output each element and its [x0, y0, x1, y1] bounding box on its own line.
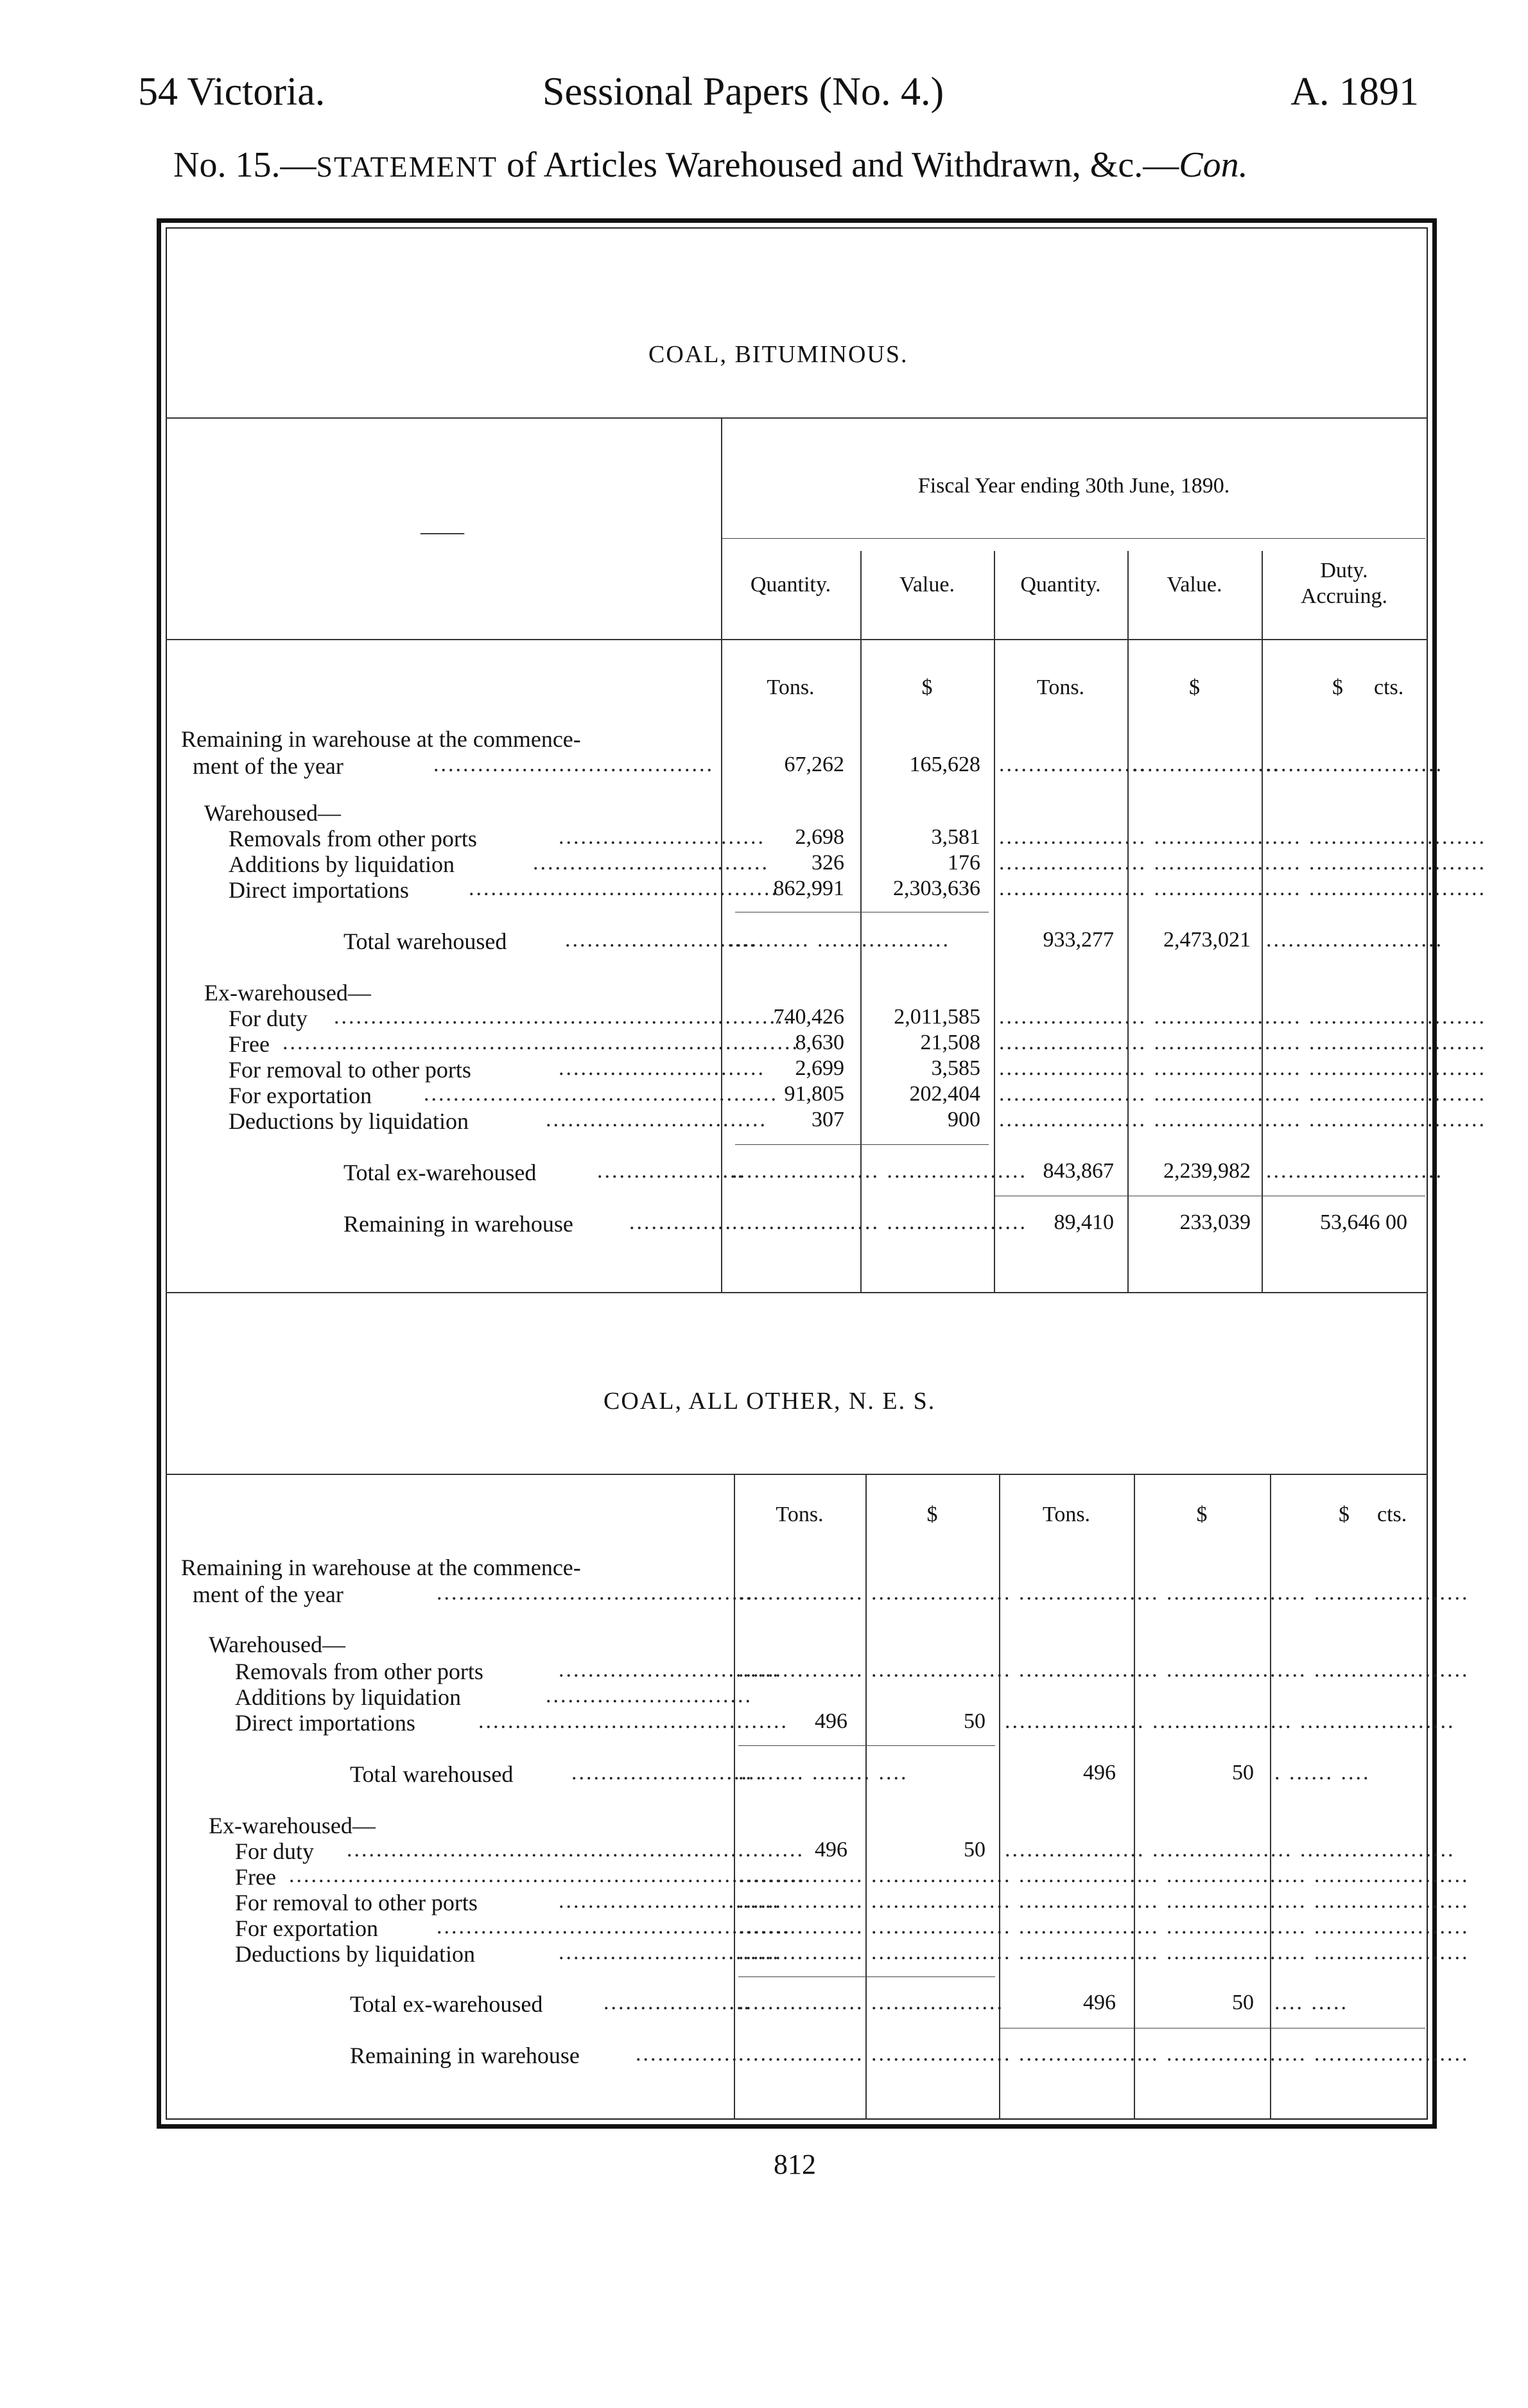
subtitle-rest: of Articles Warehoused and Withdrawn, &c.— [498, 145, 1179, 185]
cell-direct-qty: 862,991 [773, 877, 844, 900]
cell-remaining-value: 165,628 [909, 753, 980, 776]
leader-dots: ................... ................... ..................... [1005, 1709, 1455, 1733]
leader-dots: .......................... [571, 1761, 763, 1784]
leader-dots: .................... [597, 1159, 745, 1183]
leader-dots: .................... .................... ........................ [999, 1031, 1486, 1054]
unit-dollar-3: $ [1332, 676, 1343, 699]
row-label-remaining-l2: ment of the year [193, 753, 343, 779]
header-year: A. 1891 [1290, 70, 1419, 114]
rule [166, 639, 1428, 640]
cell-deductions-value: 900 [948, 1108, 980, 1131]
rule [735, 1144, 989, 1145]
cell-remaining-qty: 67,262 [784, 753, 844, 776]
unit-dollar-1: $ [921, 676, 933, 699]
leader-dots: ................................................ [437, 1915, 791, 1939]
leader-dots: .......................................... [469, 877, 779, 900]
cell-remaining-end-value: 233,039 [1179, 1210, 1251, 1234]
cell-for-duty-qty-b: 496 [815, 1838, 847, 1862]
row-label-removal-b: For removal to other ports [235, 1890, 478, 1915]
col-rule-5 [1262, 551, 1263, 1292]
leader-dots: ................. ................... ................... ................... ..................... [738, 1658, 1470, 1682]
header-session: 54 Victoria. [138, 70, 326, 114]
subtitle-prefix: No. 15.— [173, 145, 317, 185]
leader-dots: ........... .................. [729, 928, 950, 952]
row-label-removal: For removal to other ports [229, 1057, 471, 1083]
rule [166, 417, 1428, 419]
leader-dots: ................. ................... ................... ................... ..................... [738, 1915, 1470, 1939]
leader-dots: .............. [636, 2042, 739, 2066]
fiscal-year-heading: Fiscal Year ending 30th June, 1890. [917, 474, 1230, 498]
row-label-for-duty-b: For duty [235, 1838, 315, 1864]
unit-dollar-2b: $ [1196, 1503, 1208, 1526]
cell-additions-value: 176 [948, 851, 980, 875]
leader-dots: ........................ [1266, 1159, 1443, 1183]
leader-dots: .......................... [565, 928, 757, 952]
leader-dots: ...................................... [433, 753, 714, 776]
leader-dots: ............................ [559, 825, 765, 849]
cell-direct-qty-b: 496 [815, 1709, 847, 1733]
leader-dots: .................... .................... ........................ [999, 1082, 1486, 1106]
rule [738, 1745, 995, 1746]
row-label-remaining-end: Remaining in warehouse [343, 1211, 573, 1237]
leader-dots: . ...... .... [1274, 1761, 1371, 1784]
leader-dots: .................... .................... ........................ [999, 851, 1486, 875]
leader-dots: .................... [1133, 753, 1280, 776]
col-quantity-1: Quantity. [750, 573, 831, 597]
leader-dots: ................................ [533, 851, 769, 875]
row-label-remaining-l2-b: ment of the year [193, 1582, 343, 1607]
leader-dots: ...................................................................... [282, 1031, 799, 1054]
row-label-warehoused-head: Warehoused— [204, 800, 342, 826]
cell-for-duty-qty: 740,426 [773, 1005, 844, 1029]
row-label-exwh-head: Ex-warehoused— [204, 980, 371, 1006]
leader-dots: .................... .................... ........................ [999, 1108, 1486, 1131]
cell-total-ex-value-b: 50 [1232, 1991, 1254, 2014]
row-label-deductions-b: Deductions by liquidation [235, 1941, 475, 1967]
leader-dots: ...................................................................... [289, 1863, 806, 1887]
row-label-removals: Removals from other ports [229, 826, 477, 851]
cell-remaining-end-qty: 89,410 [1054, 1210, 1114, 1234]
leader-dots: ........................ [1266, 928, 1443, 952]
cell-total-ex-qty: 843,867 [1043, 1159, 1114, 1183]
section-title-bituminous: COAL, BITUMINOUS. [648, 341, 908, 368]
leader-dots: ................................................ [424, 1082, 778, 1106]
unit-tons-1: Tons. [767, 676, 815, 699]
row-label-remaining-l1: Remaining in warehouse at the commence- [181, 726, 581, 752]
col-duty: Duty. [1320, 559, 1368, 582]
leader-dots: ................. .................. [738, 1991, 1004, 2014]
cell-total-wh-qty: 933,277 [1043, 928, 1114, 952]
unit-tons-1b: Tons. [776, 1503, 824, 1526]
leader-dots: .................... .................... ........................ [999, 1005, 1486, 1029]
leader-dots: .............................. [559, 1658, 780, 1682]
cell-total-wh-qty-b: 496 [1083, 1761, 1116, 1784]
section-title-all-other: COAL, ALL OTHER, N. E. S. [603, 1388, 936, 1415]
stub-dash: —— [421, 520, 464, 544]
col-rule-1b [734, 1475, 735, 2120]
leader-dots: .............................................................. [334, 1005, 792, 1029]
leader-dots: ................... ................... ..................... [1005, 1838, 1455, 1862]
cell-total-ex-value: 2,239,982 [1163, 1159, 1251, 1183]
cell-total-wh-value: 2,473,021 [1163, 928, 1251, 952]
row-label-additions-b: Additions by liquidation [235, 1684, 462, 1710]
cell-export-qty: 91,805 [784, 1082, 844, 1106]
leader-dots: .............. [629, 1210, 733, 1234]
row-label-exwh-head-b: Ex-warehoused— [209, 1813, 376, 1838]
leader-dots: ........................................... [437, 1581, 754, 1605]
row-label-export-b: For exportation [235, 1915, 378, 1941]
cell-free-value: 21,508 [920, 1031, 980, 1054]
leader-dots: .................... ................... [732, 1159, 1027, 1183]
cell-removals-value: 3,581 [931, 825, 980, 849]
row-label-direct: Direct importations [229, 877, 409, 903]
row-label-total-exwh-b: Total ex-warehoused [350, 1991, 543, 2017]
row-label-additions: Additions by liquidation [229, 851, 455, 877]
cell-deductions-qty: 307 [812, 1108, 844, 1131]
leader-dots: ................. ................... ................... ................... ..................... [738, 2042, 1470, 2066]
row-label-export: For exportation [229, 1083, 372, 1108]
row-label-remaining-l1-b: Remaining in warehouse at the commence- [181, 1555, 581, 1580]
cell-for-duty-value: 2,011,585 [894, 1005, 980, 1029]
cell-total-wh-value-b: 50 [1232, 1761, 1254, 1784]
subtitle-statement: STATEMENT [316, 150, 498, 183]
col-value-1: Value. [899, 573, 955, 597]
cell-removal-qty: 2,699 [795, 1056, 844, 1080]
cell-for-duty-value-b: 50 [964, 1838, 985, 1862]
leader-dots: .................... .................... ........................ [999, 877, 1486, 900]
col-rule-5b [1270, 1475, 1271, 2120]
cell-additions-qty: 326 [812, 851, 844, 875]
row-label-total-warehoused-b: Total warehoused [350, 1761, 514, 1787]
leader-dots: ................. ................... ................... ................... ..................... [738, 1889, 1470, 1913]
leader-dots: .............................................................. [347, 1838, 804, 1862]
leader-dots: .................... [603, 1991, 751, 2014]
leader-dots: ................. ................... ................... ................... ..................... [738, 1581, 1470, 1605]
col-value-2: Value. [1167, 573, 1222, 597]
cell-direct-value-b: 50 [964, 1709, 985, 1733]
row-label-deductions: Deductions by liquidation [229, 1108, 469, 1134]
leader-dots: .......................................... [478, 1709, 788, 1733]
cell-removals-qty: 2,698 [795, 825, 844, 849]
subtitle-con: Con. [1179, 145, 1248, 185]
col-duty-accruing: Accruing. [1300, 584, 1387, 608]
cell-free-qty: 8,630 [795, 1031, 844, 1054]
row-label-total-warehoused: Total warehoused [343, 929, 507, 954]
row-label-free-b: Free [235, 1864, 276, 1890]
unit-dollar-2: $ [1189, 676, 1200, 699]
row-label-remaining-end-b: Remaining in warehouse [350, 2043, 580, 2068]
leader-dots: .............................. [546, 1108, 767, 1131]
leader-dots: ........................ [1266, 753, 1443, 776]
cell-removal-value: 3,585 [931, 1056, 980, 1080]
unit-tons-2b: Tons. [1042, 1503, 1091, 1526]
table-subtitle [173, 144, 1248, 186]
rule [738, 1976, 995, 1977]
leader-dots: .................... ................... [732, 1210, 1027, 1234]
unit-dollar-3b: $ [1339, 1503, 1350, 1526]
cell-export-value: 202,404 [909, 1082, 980, 1106]
row-label-for-duty: For duty [229, 1006, 308, 1031]
rule [166, 1474, 1428, 1475]
unit-cts: cts. [1374, 676, 1404, 699]
col-rule-3b [999, 1475, 1000, 2120]
row-label-warehoused-head-b: Warehoused— [209, 1632, 346, 1657]
leader-dots: ............................ [546, 1684, 752, 1707]
cell-direct-value: 2,303,636 [893, 877, 980, 900]
leader-dots: .............................. [559, 1941, 780, 1964]
cell-remaining-end-duty: 53,646 00 [1320, 1210, 1407, 1234]
leader-dots: .................... .................... ........................ [999, 1056, 1486, 1080]
unit-ctsb: cts. [1377, 1503, 1407, 1526]
leader-dots: .... ..... [1274, 1991, 1348, 2014]
leader-dots: .................... .................... ........................ [999, 825, 1486, 849]
row-label-direct-b: Direct importations [235, 1710, 415, 1736]
col-rule-2b [865, 1475, 867, 2120]
leader-dots: .................... [999, 753, 1147, 776]
unit-dollar-1b: $ [926, 1503, 938, 1526]
header-title: Sessional Papers (No. 4.) [543, 70, 944, 114]
leader-dots: ................. ................... ................... ................... ..................... [738, 1863, 1470, 1887]
rule [166, 1292, 1428, 1293]
row-label-free: Free [229, 1031, 270, 1057]
cell-total-ex-qty-b: 496 [1083, 1991, 1116, 2014]
leader-dots: ................. ................... ................... ................... ..................... [738, 1941, 1470, 1964]
leader-dots: .. ...... ........ .... [738, 1761, 908, 1784]
row-label-total-exwh: Total ex-warehoused [343, 1160, 537, 1185]
leader-dots: .............................. [559, 1889, 780, 1913]
row-label-removals-b: Removals from other ports [235, 1659, 483, 1684]
col-quantity-2: Quantity. [1020, 573, 1101, 597]
unit-tons-2: Tons. [1036, 676, 1085, 699]
leader-dots: ............................ [559, 1056, 765, 1080]
rule [722, 538, 1425, 539]
col-rule-4b [1134, 1475, 1135, 2120]
page-number: 812 [774, 2149, 816, 2180]
